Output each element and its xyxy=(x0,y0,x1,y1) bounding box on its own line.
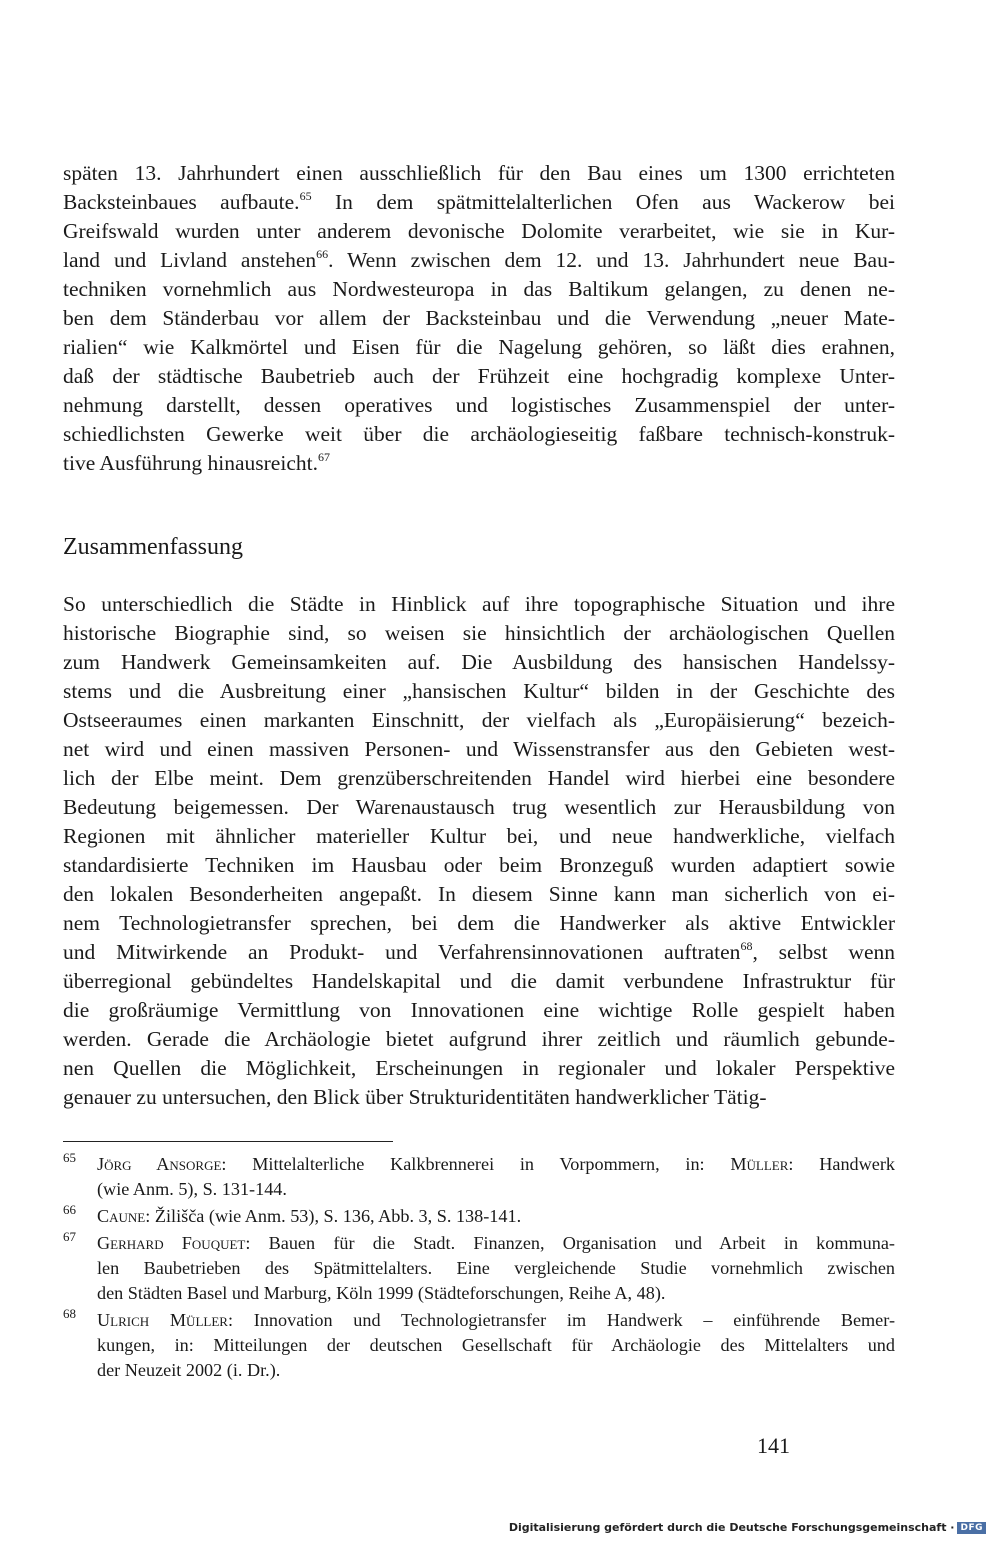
text-line: nehmung darstellt, dessen operatives und logistisches Zusammenspiel der unter- xyxy=(63,393,895,417)
text-line: ben dem Ständerbau vor allem der Backsteinbau und die Verwendung „neuer Mate- xyxy=(63,306,895,330)
text-line: So unterschiedlich die Städte in Hinblick auf ihre topographische Situation und ihre xyxy=(63,592,895,616)
page-number: 141 xyxy=(757,1433,790,1458)
text-line: zum Handwerk Gemeinsamkeiten auf. Die Ausbildung des hansischen Handelssy- xyxy=(63,650,895,674)
text-line: und Mitwirkende an Produkt- und Verfahrensinnovationen auftraten$^{68}$, selbst wenn xyxy=(63,939,896,964)
page xyxy=(63,0,895,1551)
footnote-line: Caune: Žilišča (wie Anm. 53), S. 136, Abb. 3, S. 138-141. xyxy=(97,1206,522,1226)
author-name: Ulrich Müller xyxy=(97,1310,228,1330)
text-line: den lokalen Besonderheiten angepaßt. In diesem Sinne kann man sicherlich von ei- xyxy=(63,882,895,906)
footnote-line: len Baubetrieben des Spätmittelalters. Eine vergleichende Studie vornehmlich zwischen xyxy=(97,1258,895,1278)
text-line: nem Technologietransfer sprechen, bei dem die Handwerker als aktive Entwickler xyxy=(63,911,895,935)
footnote-65 xyxy=(63,1152,895,1202)
footnote-68 xyxy=(63,1308,895,1383)
author-name: Caune xyxy=(97,1206,146,1226)
text-line: Ostseeraumes einen markanten Einschnitt, der vielfach als „Europäisierung“ bezeich- xyxy=(63,708,895,732)
footnotes xyxy=(63,1152,895,1383)
footnote-line: Jörg Ansorge: Mittelalterliche Kalkbrennerei in Vorpommern, in: Müller: Handwerk xyxy=(97,1154,895,1174)
body-paragraph-1 xyxy=(63,159,895,478)
footnote-ref[interactable]: 68 xyxy=(740,939,753,953)
text-line: net wird und einen massiven Personen- und Wissenstransfer aus den Gebieten west- xyxy=(63,737,895,761)
footnote-line: der Neuzeit 2002 (i. Dr.). xyxy=(97,1360,281,1380)
text-line: überregional gebündeltes Handelskapital und die damit verbundene Infrastruktur für xyxy=(63,969,895,993)
footnote-67 xyxy=(63,1231,895,1306)
dfg-logo-icon: DFG xyxy=(957,1522,986,1534)
section-heading: Zusammenfassung xyxy=(63,534,243,560)
footnote-line: kungen, in: Mitteilungen der deutschen Gesellschaft für Archäologie des Mittelalters und xyxy=(97,1335,895,1355)
text-line: historische Biographie sind, so weisen sie hinsichtlich der archäologischen Quellen xyxy=(63,621,895,645)
footnote-line: (wie Anm. 5), S. 131-144. xyxy=(97,1179,287,1199)
text-line: Greifswald wurden unter anderem devonische Dolomite verarbeitet, wie sie in Kur- xyxy=(63,219,895,243)
text-line: genauer zu untersuchen, den Blick über Strukturidentitäten handwerklicher Tätig- xyxy=(63,1085,767,1109)
footnote-number: 66 xyxy=(63,1202,76,1217)
text-line: tive Ausführung hinausreicht.$^{67}$ xyxy=(63,450,330,475)
text-line: daß der städtische Baubetrieb auch der Frühzeit eine hochgradig komplexe Unter- xyxy=(63,364,895,388)
footnote-ref[interactable]: 67 xyxy=(317,450,330,464)
watermark-text: Digitalisierung gefördert durch die Deutsche Forschungsgemeinschaft · xyxy=(508,1521,955,1534)
text-line: land und Livland anstehen$^{66}$. Wenn zwischen dem 12. und 13. Jahrhundert neue Bau- xyxy=(63,247,895,272)
text-line: lich der Elbe meint. Dem grenzüberschreitenden Handel wird hierbei eine besondere xyxy=(63,766,895,790)
text-line: die großräumige Vermittlung von Innovationen eine wichtige Rolle gespielt haben xyxy=(63,998,895,1022)
text-line: standardisierte Techniken im Hausbau oder beim Bronzeguß wurden adaptiert sowie xyxy=(63,853,895,877)
text-line: Backsteinbaues aufbaute.$^{65}$ In dem spätmittelalterlichen Ofen aus Wackerow bei xyxy=(63,189,895,214)
author-name: Müller xyxy=(730,1154,789,1174)
text-line: werden. Gerade die Archäologie bietet aufgrund ihrer zeitlich und räumlich gebunde- xyxy=(63,1027,895,1051)
footnote-number: 67 xyxy=(63,1229,76,1244)
footnote-ref[interactable]: 65 xyxy=(299,189,312,203)
text-line: Bedeutung beigemessen. Der Warenaustausch trug wesentlich zur Herausbildung von xyxy=(63,795,895,819)
text-line: rialien“ wie Kalkmörtel und Eisen für die Nagelung gehören, so läßt dies erahnen, xyxy=(63,335,895,359)
text-line: späten 13. Jahrhundert einen ausschließlich für den Bau eines um 1300 errichteten xyxy=(63,161,895,185)
author-name: Jörg Ansorge xyxy=(97,1154,222,1174)
text-line: stems und die Ausbreitung einer „hansischen Kultur“ bilden in der Geschichte des xyxy=(63,679,895,703)
footnote-number: 68 xyxy=(63,1306,76,1321)
footnote-line: Ulrich Müller: Innovation und Technologietransfer im Handwerk – einführende Bemer- xyxy=(97,1310,895,1330)
footnote-ref[interactable]: 66 xyxy=(316,247,329,261)
footnote-line: Gerhard Fouquet: Bauen für die Stadt. Finanzen, Organisation und Arbeit in kommuna- xyxy=(97,1233,895,1253)
text-line: techniken vornehmlich aus Nordwesteuropa in das Baltikum gelangen, zu denen ne- xyxy=(63,277,895,301)
body-paragraph-2 xyxy=(63,590,895,1112)
text-line: Regionen mit ähnlicher materieller Kultur bei, und neue handwerkliche, vielfach xyxy=(63,824,895,848)
digitization-watermark xyxy=(509,1521,986,1534)
text-line: schiedlichsten Gewerke weit über die archäologieseitig faßbare technisch-konstruk- xyxy=(63,422,895,446)
footnote-number: 65 xyxy=(63,1150,76,1165)
footnote-line: den Städten Basel und Marburg, Köln 1999 (Städteforschungen, Reihe A, 48). xyxy=(97,1283,666,1303)
footnote-66 xyxy=(63,1204,895,1229)
author-name: Gerhard Fouquet xyxy=(97,1233,246,1253)
footnote-separator xyxy=(63,1141,393,1142)
text-line: nen Quellen die Möglichkeit, Erscheinungen in regionaler und lokaler Perspektive xyxy=(63,1056,895,1080)
